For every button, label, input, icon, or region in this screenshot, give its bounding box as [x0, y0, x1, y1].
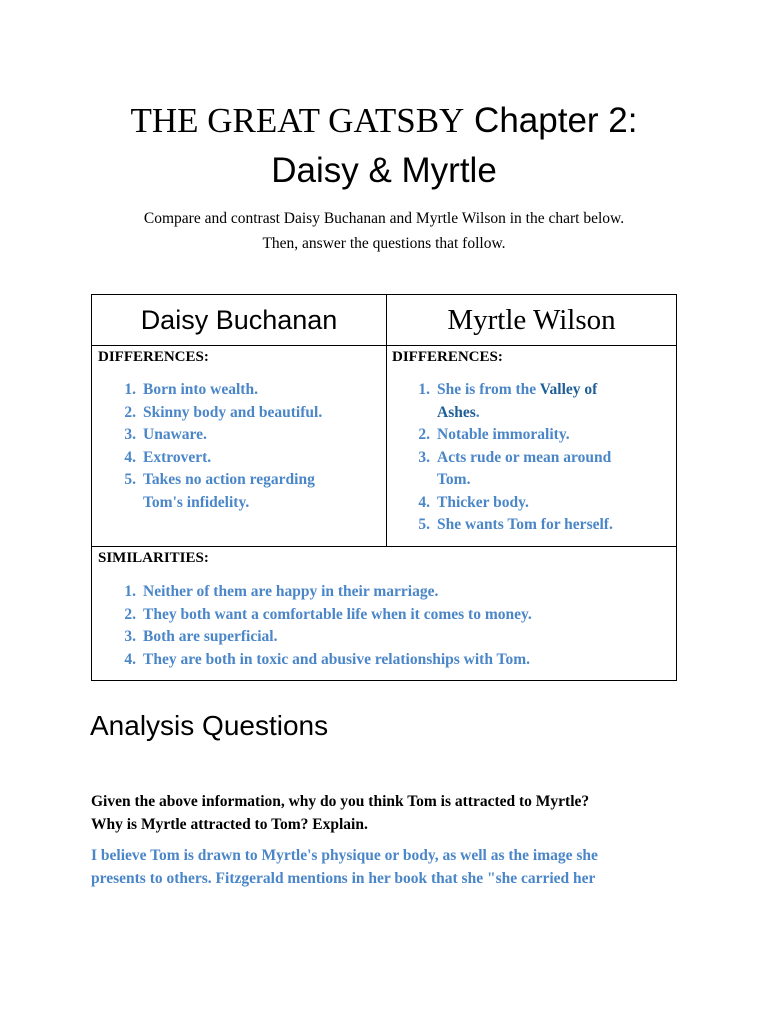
valley-of-ashes-link: Valley of [539, 381, 598, 398]
chart-similarities-divider [92, 546, 676, 547]
intro-line-1: Compare and contrast Daisy Buchanan and Myrtle Wilson in the chart below. [143, 210, 625, 227]
list-item: 2 . Notable immorality. [408, 424, 676, 447]
analysis-question: Given the above information, why do you think Tom is attracted to Myrtle? Why is Myrtle attracted to Tom? Explain. [91, 793, 590, 833]
analysis-questions-heading: Analysis Questions [90, 710, 329, 741]
intro-instructions [0, 206, 768, 256]
daisy-differences-list [114, 379, 382, 514]
list-item: 4 . Extrovert. [114, 447, 382, 470]
list-item: 5 . She wants Tom for herself. [408, 514, 676, 537]
list-item: 4 . They are both in toxic and abusive relationships with Tom. [114, 649, 674, 672]
title-chapter: Chapter 2: [464, 101, 638, 140]
list-item: 3 . Both are superficial. [114, 626, 674, 649]
list-item: 1 . Born into wealth. [114, 379, 382, 402]
title-subtitle: Daisy & Myrtle [271, 151, 497, 190]
list-item: 3 . Acts rude or mean around Tom. [408, 447, 676, 492]
myrtle-differences-label: DIFFERENCES: [392, 349, 503, 365]
list-item: 2 . They both want a comfortable life when it comes to money. [114, 604, 674, 627]
myrtle-differences-list [408, 379, 676, 537]
list-item: 5 . Takes no action regarding Tom's infidelity. [114, 469, 382, 514]
similarities-list [114, 581, 674, 671]
similarities-label: SIMILARITIES: [98, 550, 209, 566]
analysis-answer: I believe Tom is drawn to Myrtle's physique or body, as well as the image she presents to others. Fitzgerald mentions in her book that she "she carried her [91, 847, 598, 887]
daisy-column-header: Daisy Buchanan [140, 304, 338, 335]
page-title [0, 96, 768, 196]
list-item: 1 . She is from the Valley of Ashes. [408, 379, 676, 424]
comparison-chart [91, 294, 677, 681]
title-book-name: THE GREAT GATSBY [130, 101, 465, 140]
chart-header-divider [92, 345, 676, 346]
list-item: 2 . Skinny body and beautiful. [114, 402, 382, 425]
myrtle-column-header: Myrtle Wilson [447, 303, 616, 336]
list-item: 3 . Unaware. [114, 424, 382, 447]
intro-line-2: Then, answer the questions that follow. [262, 235, 506, 252]
daisy-differences-label: DIFFERENCES: [98, 349, 209, 365]
list-item: 4 . Thicker body. [408, 492, 676, 515]
list-item: 1 . Neither of them are happy in their marriage. [114, 581, 674, 604]
